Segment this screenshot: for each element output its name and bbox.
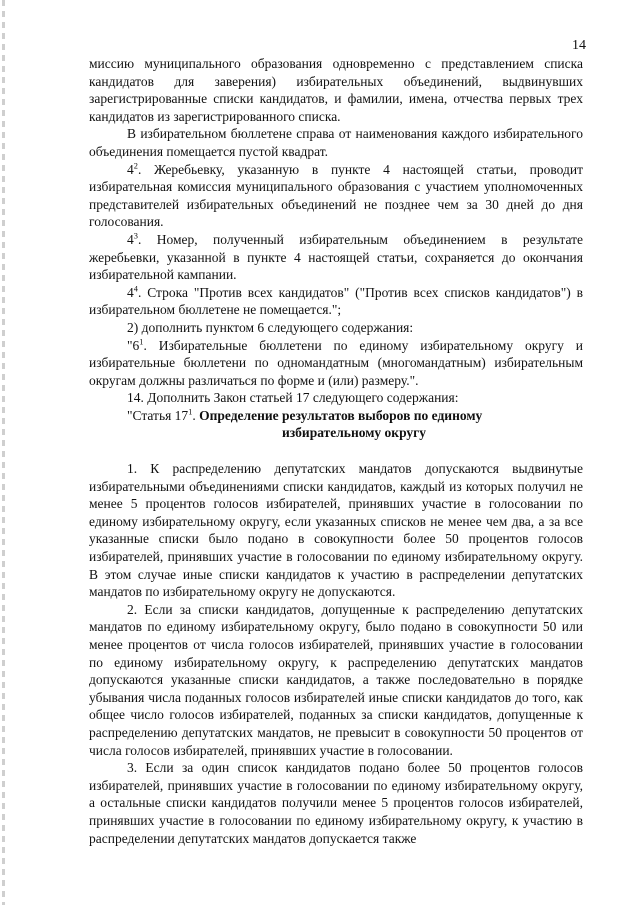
clause-number: 4 xyxy=(127,231,134,247)
page-number: 14 xyxy=(572,38,586,53)
article-title-line-2: избирательному округу xyxy=(281,425,427,441)
paragraph-4-3: $4^3$. Номер, полученный избирательным объединением в результате жеребьевки, указанной в пункте 4 настоящей статьи, сохраняется до окончания избирательной кампании. xyxy=(89,231,584,283)
article-part-2: 2. Если за списки кандидатов, допущенные к распределению депутатских мандатов по единому избирательному округу, было подано в совокупности 50 или менее процентов от числа голосов избирателей, принявших участие в голосовании по единому избирательному округу, к распределению депутатских мандатов допускаются указанные списки кандидатов, а также последовательно в порядке убывания числа поданных голосов избирателей иные списки кандидатов до того, как общее число голосов избирателей, поданных за списки кандидатов, допущенные к распределению депутатских мандатов, не превысит в совокупности 50 процентов от числа голосов избирателей, принявших участие в голосовании. xyxy=(89,601,583,758)
superscript: 3 xyxy=(133,231,138,241)
paragraph-amend-14: 14. Дополнить Закон статьей 17 следующего содержания: xyxy=(127,390,459,406)
paragraph-ballot-square: В избирательном бюллетене справа от наименования каждого избирательного объединения помещается пустой квадрат. xyxy=(89,126,583,159)
article-title: Определение результатов выборов по единому xyxy=(199,407,483,423)
paragraph-6-1: "$6^1$. Избирательные бюллетени по единому избирательному округу и избирательные бюллетени по одномандатным (многомандатным) избирательным округам должны различаться по форме и (или) размеру.". xyxy=(89,337,583,388)
clause-text: Номер, полученный избирательным объединением в результате жеребьевки, указанной в пункте 4 настоящей статьи, сохраняется до окончания избирательной кампании. xyxy=(89,231,584,283)
article-part-3: 3. Если за один список кандидатов подано более 50 процентов голосов избирателей, принявших участие в голосовании по единому избирательному округу, а остальные списки кандидатов получили менее 5 процентов голосов избирателей, принявших участие в голосовании по единому избирательному округу, к участию в распределении депутатских мандатов допускается также xyxy=(89,760,583,846)
paragraph-4-4: $4^4$. Строка "Против всех кандидатов" ("Против всех списков кандидатов") в избирательном бюллетене не помещается."; xyxy=(89,284,584,318)
superscript: 1 xyxy=(139,337,144,346)
article-part-1: 1. К распределению депутатских мандатов допускаются выдвинутые избирательными объединениями списки кандидатов, каждый из которых получил не менее 5 процентов голосов избирателей, принявших участие в голосовании по единому избирательному округу, если указанных списков не менее чем два, а за все указанные списки было подано в совокупности более 50 процентов голосов избирателей, принявших участие в голосовании по единому избирательному округу. В этом случае иные списки кандидатов к участию в распределении депутатских мандатов по избирательному округу не допускаются. xyxy=(89,461,583,600)
paragraph-4-2: $4^2$. Жеребьевку, указанную в пункте 4 настоящей статьи, проводит избирательная комиссия муниципального образования с участием уполномоченных представителей избирательных объединений не позднее чем за 30 дней до дня голосования. xyxy=(89,161,583,230)
article-title-line-1: "Статья $17^1$. Определение результатов выборов по единому xyxy=(127,407,483,423)
superscript: 2 xyxy=(133,161,138,171)
document-body xyxy=(89,55,583,847)
clause-number: "6 xyxy=(127,337,140,353)
paragraph-continuation: миссию муниципального образования одновременно с представлением списка кандидатов для заверения) избирательных объединений, выдвинувших зарегистрированные списки кандидатов, и фамилии, имена, отчества первых трех кандидатов из зарегистрированного списка. xyxy=(89,56,583,124)
superscript: 4 xyxy=(133,284,138,294)
clause-number: 4 xyxy=(127,161,134,177)
clause-text: Избирательные бюллетени по единому избирательному округу и избирательные бюллетени по одномандатным (многомандатным) избирательным округам должны различаться по форме и (или) размеру.". xyxy=(89,337,583,388)
article-label: "Статья 17 xyxy=(127,407,189,423)
clause-text: Жеребьевку, указанную в пункте 4 настоящей статьи, проводит избирательная комиссия муниципального образования с участием уполномоченных представителей избирательных объединений не позднее чем за 30 дней до дня голосования. xyxy=(89,161,583,230)
clause-number: 4 xyxy=(127,284,134,300)
superscript: 1 xyxy=(188,407,193,417)
scan-edge xyxy=(2,0,5,905)
clause-text: Строка "Против всех кандидатов" ("Против всех списков кандидатов") в избирательном бюллетене не помещается."; xyxy=(89,284,584,318)
paragraph-amend-2: 2) дополнить пунктом 6 следующего содержания: xyxy=(127,319,414,335)
